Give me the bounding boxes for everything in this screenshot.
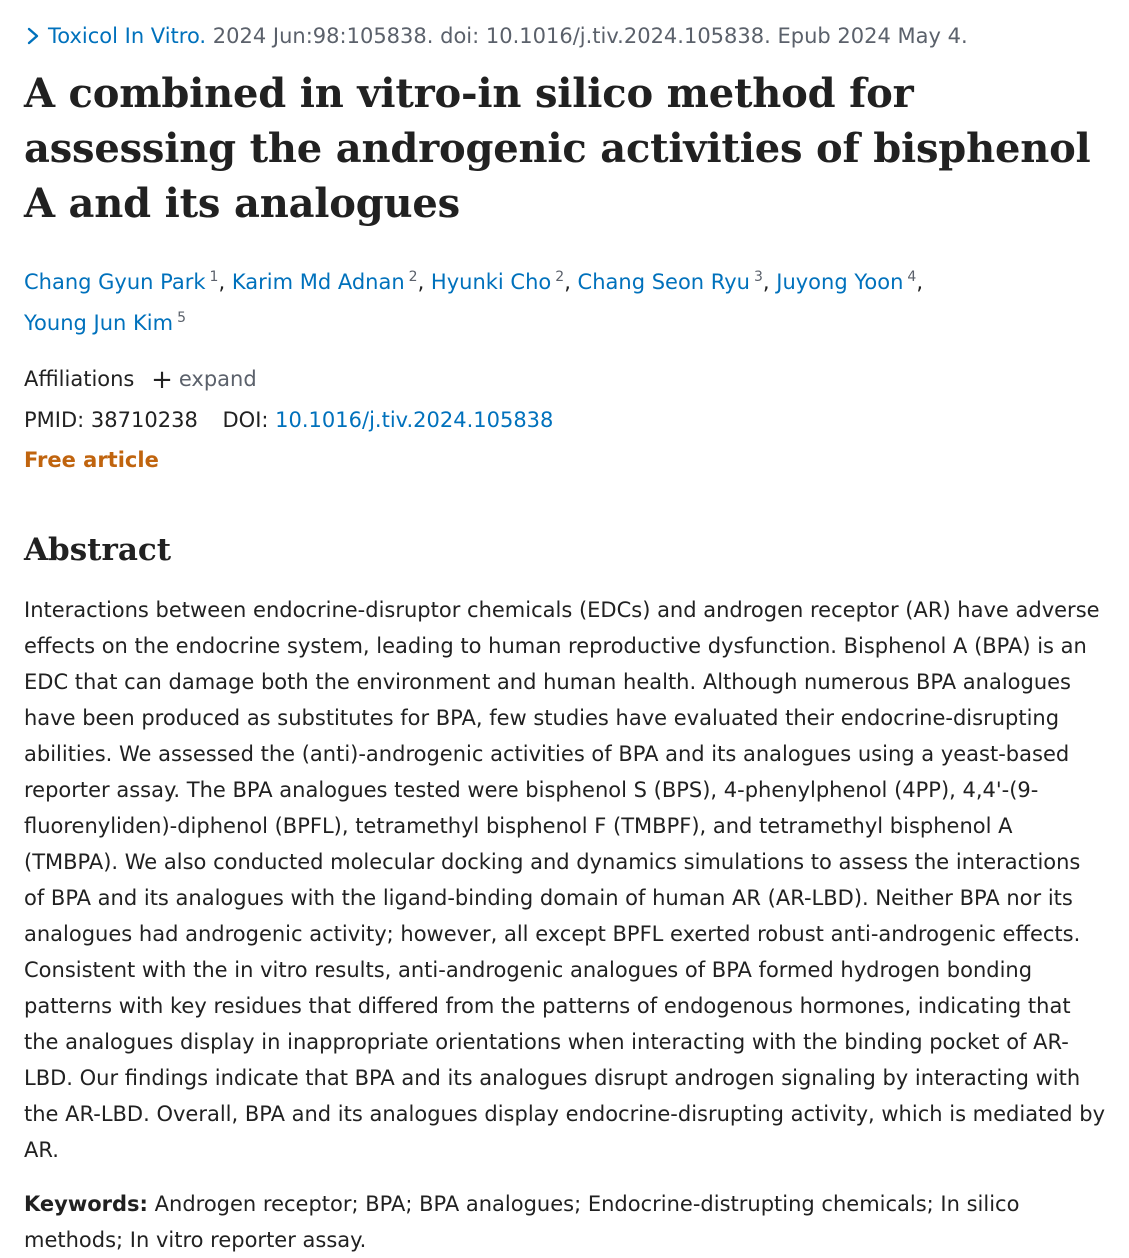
author-item	[232, 270, 418, 294]
plus-icon: +	[151, 365, 173, 395]
author-link[interactable]: Chang Gyun Park	[24, 270, 206, 294]
affiliations-row	[24, 359, 1105, 400]
affiliation-number[interactable]: 5	[177, 310, 186, 326]
abstract-text: Interactions between endocrine-disruptor chemicals (EDCs) and androgen receptor (AR) have adverse effects on the endocrine system, leading to human reproductive dysfunction. Bisphenol A (BPA) is an EDC that can damage both the environment and human health. Although numerous BPA analogues have been produced as substitutes for BPA, few studies have evaluated their endocrine-disrupting abilities. We assessed the (anti)-androgenic activities of BPA and its analogues using a yeast-based reporter assay. The BPA analogues tested were bisphenol S (BPS), 4-phenylphenol (4PP), 4,4'-(9-fluorenyliden)-diphenol (BPFL), tetramethyl bisphenol F (TMBPF), and tetramethyl bisphenol A (TMBPA). We also conducted molecular docking and dynamics simulations to assess the interactions of BPA and its analogues with the ligand-binding domain of human AR (AR-LBD). Neither BPA nor its analogues had androgenic activity; however, all except BPFL exerted robust anti-androgenic effects. Consistent with the in vitro results, anti-androgenic analogues of BPA formed hydrogen bonding patterns with key residues that differed from the patterns of endogenous hormones, indicating that the analogues display in inappropriate orientations when interacting with the binding pocket of AR-LBD. Our findings indicate that BPA and its analogues disrupt androgen signaling by interacting with the AR-LBD. Overall, BPA and its analogues display endocrine-disrupting activity, which is mediated by AR.	[24, 598, 1106, 1162]
author-link[interactable]: Hyunki Cho	[430, 270, 552, 294]
affiliation-number[interactable]: 2	[555, 269, 565, 285]
pmid-label: PMID:	[24, 408, 85, 432]
author-item	[431, 270, 564, 294]
citation-line	[24, 18, 1105, 54]
keywords-label: Keywords:	[24, 1192, 148, 1216]
citation-details: 2024 Jun:98:105838. doi: 10.1016/j.tiv.2024.105838. Epub 2024 May 4.	[212, 24, 968, 48]
author-item	[578, 270, 763, 294]
journal-link[interactable]: Toxicol In Vitro.	[48, 24, 207, 48]
free-article-badge: Free article	[24, 448, 159, 472]
author-link[interactable]: Chang Seon Ryu	[577, 270, 750, 294]
author-link[interactable]: Young Jun Kim	[24, 311, 174, 335]
author-item	[24, 311, 186, 335]
pmid-value: 38710238	[90, 408, 198, 432]
author-item	[776, 270, 916, 294]
author-link[interactable]: Karim Md Adnan	[231, 270, 405, 294]
chevron-right-icon	[24, 26, 42, 46]
identifiers-row	[24, 400, 1105, 440]
keywords	[24, 1186, 1106, 1258]
author-list: Chang Gyun Park $^1$, Karim Md Adnan $^2$, Hyunki Cho $^2$, Chang Seon Ryu $^3$, Juyong Yoon $^4$, Young Jun Kim $^5$	[24, 269, 923, 335]
keywords-text: Androgen receptor; BPA; BPA analogues; Endocrine-distrupting chemicals; In silico methods; In vitro reporter assay.	[24, 1192, 1020, 1252]
affiliation-number[interactable]: 2	[408, 269, 418, 285]
affiliation-number[interactable]: 3	[753, 269, 763, 285]
expand-label: expand	[178, 367, 257, 391]
doi-label: DOI:	[222, 408, 269, 432]
abstract-heading: Abstract	[24, 532, 172, 568]
expand-affiliations-button[interactable]	[151, 359, 257, 400]
affiliation-number[interactable]: 4	[907, 269, 917, 285]
article-title: A combined in vitro-in silico method for assessing the androgenic activities of bisphenol A and its analogues	[24, 70, 1091, 227]
affiliations-label: Affiliations	[24, 367, 135, 391]
doi-link[interactable]: 10.1016/j.tiv.2024.105838	[275, 408, 554, 432]
affiliation-number[interactable]: 1	[209, 269, 219, 285]
author-link[interactable]: Juyong Yoon	[776, 270, 904, 294]
author-item	[24, 270, 218, 294]
